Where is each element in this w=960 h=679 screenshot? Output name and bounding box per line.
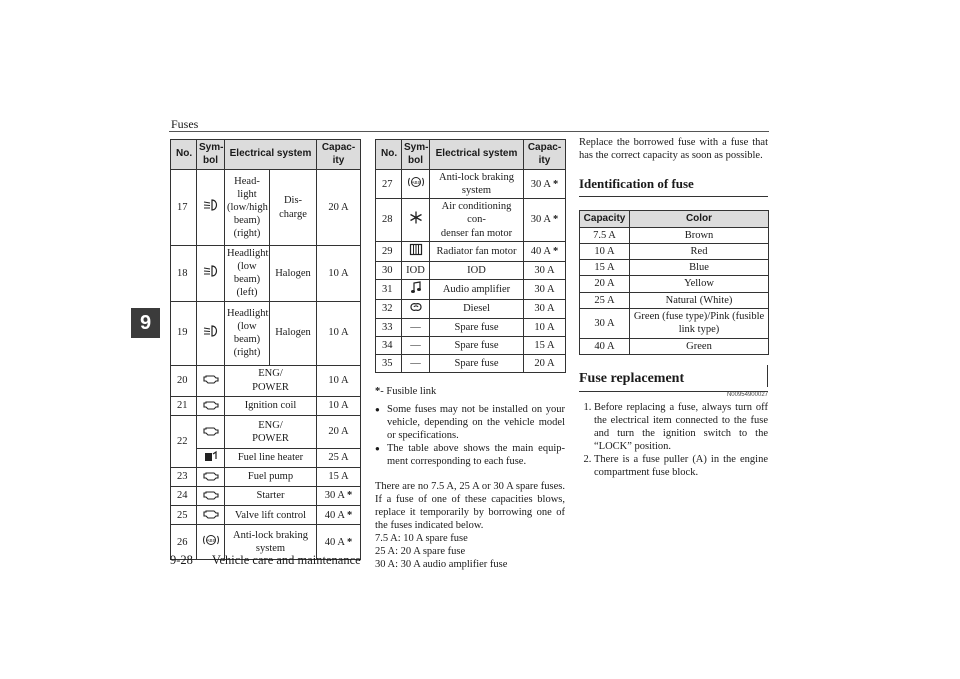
symbol-cell [402, 199, 430, 241]
fuse-table-left [170, 139, 361, 560]
capacity-cell [524, 170, 566, 199]
symbol-cell [197, 301, 225, 365]
system-type: Halogen [270, 301, 317, 365]
table-row [171, 301, 361, 365]
electrical-system: Radiator fan motor [430, 241, 524, 261]
table-row [376, 337, 566, 355]
radiator-icon [409, 243, 423, 260]
table-row [171, 396, 361, 415]
engine-icon [203, 424, 219, 440]
capacity-value: 20 A [534, 357, 555, 369]
music-note-icon [410, 281, 422, 298]
capacity-value: 30 A [534, 283, 555, 295]
capacity-value: 20 A [328, 426, 349, 438]
diesel-icon [408, 301, 424, 317]
fuse-number: 24 [171, 486, 197, 505]
table-row [376, 279, 566, 299]
symbol-cell [197, 246, 225, 302]
capacity-cell [524, 299, 566, 318]
capacity-value: 10 A [328, 374, 349, 386]
capacity-cell [524, 261, 566, 279]
table-row [171, 415, 361, 448]
spare-line: 7.5 A: 10 A spare fuse [375, 533, 468, 544]
fuse-number: 30 [376, 261, 402, 279]
col-no: No. [376, 140, 402, 170]
electrical-system: Valve lift control [225, 506, 317, 525]
system-type: Dis- charge [270, 170, 317, 246]
fusible-link-mark: * [346, 490, 353, 502]
capacity-value: 10 A [580, 244, 630, 260]
electrical-system: ENG/ POWER [225, 365, 317, 396]
capacity-value: 30 A [530, 214, 551, 226]
fusible-link-mark: * [346, 536, 353, 548]
fuse-replacement-title: Fuse replacement [579, 371, 768, 387]
engine-icon [203, 372, 219, 388]
electrical-system: Audio amplifier [430, 279, 524, 299]
snowflake-icon [409, 211, 423, 228]
capacity-value: 20 A [580, 276, 630, 292]
note-bullet: ● Some fuses may not be installed on your vehicle, depending on the vehicle model or specifications. [375, 403, 565, 442]
col-system: Electrical system [225, 140, 317, 170]
fuse-number: 22 [171, 415, 197, 467]
capacity-cell [317, 301, 361, 365]
fusible-link-mark: * [552, 245, 559, 257]
document-code: N00954900027 [726, 391, 768, 398]
capacity-cell [524, 241, 566, 261]
fuse-color: Green (fuse type)/Pink (fusible link type) [630, 308, 769, 338]
abs-icon [407, 176, 425, 192]
fuse-number: 33 [376, 319, 402, 337]
electrical-system: Anti-lock braking system [225, 525, 317, 560]
headlight-icon [203, 325, 219, 341]
capacity-cell [317, 396, 361, 415]
symbol-cell [402, 241, 430, 261]
symbol-cell [197, 396, 225, 415]
chapter-tab[interactable]: 9 [131, 308, 160, 338]
electrical-system: Fuel pump [225, 467, 317, 486]
fuse-color: Brown [630, 228, 769, 244]
symbol-cell [402, 337, 430, 355]
electrical-system: Fuel line heater [225, 448, 317, 467]
capacity-cell [317, 467, 361, 486]
symbol-cell [402, 279, 430, 299]
capacity-value: 25 A [328, 452, 349, 464]
capacity-value: 20 A [328, 201, 349, 213]
symbol-text: — [410, 357, 421, 369]
symbol-cell [402, 355, 430, 373]
fuse-number: 20 [171, 365, 197, 396]
capacity-value: 30 A [324, 490, 345, 502]
capacity-value: 10 A [328, 327, 349, 339]
col-capacity: Capac- ity [524, 140, 566, 170]
section-rule [579, 196, 768, 197]
symbol-cell [197, 506, 225, 525]
capacity-value: 10 A [328, 267, 349, 279]
capacity-value: 10 A [534, 321, 555, 333]
note-bullet: ● The table above shows the main equip-ment corresponding to each fuse. [375, 442, 565, 468]
capacity-value: 40 A [530, 245, 551, 257]
fuse-table-left-wrap [170, 139, 361, 560]
spare-line: 30 A: 30 A audio amplifier fuse [375, 559, 508, 570]
capacity-cell [524, 337, 566, 355]
symbol-cell [197, 415, 225, 448]
col-symbol: Sym- bol [402, 140, 430, 170]
step: 1. Before replacing a fuse, always turn off the electrical item connected to the fuse and turn the ignition switch to the “LOCK” position. [594, 401, 768, 453]
table-row [171, 448, 361, 467]
fuse-number: 35 [376, 355, 402, 373]
table-row [580, 292, 769, 308]
engine-icon [203, 488, 219, 504]
symbol-text: IOD [406, 264, 425, 276]
table-row [171, 170, 361, 246]
capacity-value: 40 A [580, 338, 630, 354]
capacity-cell [524, 279, 566, 299]
fuse-number: 32 [376, 299, 402, 318]
col-symbol: Sym- bol [197, 140, 225, 170]
fuse-number: 17 [171, 170, 197, 246]
table-row [376, 199, 566, 241]
fuse-number: 26 [171, 525, 197, 560]
capacity-value: 15 A [534, 339, 555, 351]
table-row [376, 319, 566, 337]
electrical-system: Spare fuse [430, 337, 524, 355]
table-row [580, 228, 769, 244]
table-row [171, 467, 361, 486]
fuse-number: 19 [171, 301, 197, 365]
capacity-cell [317, 448, 361, 467]
fuse-color: Yellow [630, 276, 769, 292]
capacity-cell [317, 415, 361, 448]
fuse-color: Green [630, 338, 769, 354]
capacity-cell [524, 355, 566, 373]
page-footer [170, 553, 377, 568]
capacity-cell [317, 486, 361, 505]
capacity-cell [317, 170, 361, 246]
identification-title: Identification of fuse [579, 176, 694, 191]
fusible-link-mark: * [552, 214, 559, 226]
electrical-system: Headlight (low beam) (right) [225, 301, 270, 365]
fuse-color-table [579, 210, 769, 355]
symbol-cell [402, 170, 430, 199]
page-header-title: Fuses [171, 117, 199, 131]
col-capacity: Capac- ity [317, 140, 361, 170]
fuse-number: 29 [376, 241, 402, 261]
table-row [171, 506, 361, 525]
fuse-table-mid [375, 139, 566, 373]
capacity-cell [317, 506, 361, 525]
table-row [580, 244, 769, 260]
spare-line: 25 A: 20 A spare fuse [375, 546, 466, 557]
engine-icon [203, 398, 219, 414]
capacity-value: 25 A [580, 292, 630, 308]
fuse-number: 34 [376, 337, 402, 355]
capacity-cell [524, 199, 566, 241]
engine-icon [203, 469, 219, 485]
fuse-number: 25 [171, 506, 197, 525]
table-row [580, 276, 769, 292]
replace-intro: Replace the borrowed fuse with a fuse that has the correct capacity as soon as possible. [579, 137, 768, 161]
capacity-value: 30 A [580, 308, 630, 338]
capacity-cell [317, 365, 361, 396]
electrical-system: Headlight (low beam) (left) [225, 246, 270, 302]
fuse-color: Natural (White) [630, 292, 769, 308]
header-rule [169, 131, 769, 132]
capacity-value: 10 A [328, 400, 349, 411]
table-row [171, 365, 361, 396]
symbol-cell [197, 170, 225, 246]
electrical-system: Spare fuse [430, 355, 524, 373]
capacity-value: 30 A [530, 178, 551, 190]
symbol-text: — [410, 339, 421, 351]
replacement-steps [579, 401, 768, 479]
table-row [171, 486, 361, 505]
electrical-system: ENG/ POWER [225, 415, 317, 448]
headlight-icon [203, 265, 219, 281]
electrical-system: IOD [430, 261, 524, 279]
system-type: Halogen [270, 246, 317, 302]
fuse-table-mid-wrap [375, 139, 566, 571]
table-row [376, 355, 566, 373]
capacity-cell [317, 246, 361, 302]
fuse-number: 31 [376, 279, 402, 299]
right-column [579, 136, 768, 479]
capacity-value: 40 A [324, 536, 345, 548]
fuse-number: 18 [171, 246, 197, 302]
symbol-text: — [410, 321, 421, 333]
table-row [376, 261, 566, 279]
spare-fuse-paragraph: There are no 7.5 A, 25 A or 30 A spare fuses. If a fuse of one of these capacities blows, replace it temporarily by borrowing one of the fuses indicated below. [375, 481, 565, 531]
capacity-cell [524, 319, 566, 337]
table-row [376, 170, 566, 199]
fuse-color: Red [630, 244, 769, 260]
headlight-icon [203, 199, 219, 215]
footnote: *- Fusible link [375, 386, 437, 397]
electrical-system: Ignition coil [225, 396, 317, 415]
table-row [580, 308, 769, 338]
capacity-value: 15 A [580, 260, 630, 276]
fusible-link-mark: * [552, 178, 559, 190]
capacity-value: 40 A [324, 509, 345, 521]
table-row [376, 299, 566, 318]
electrical-system: Air conditioning con- denser fan motor [430, 199, 524, 241]
symbol-cell [197, 365, 225, 396]
fusible-link-mark: * [346, 509, 353, 521]
table-row [376, 241, 566, 261]
col-color: Color [630, 211, 769, 228]
symbol-cell [197, 448, 225, 467]
fuse-color: Blue [630, 260, 769, 276]
col-no: No. [171, 140, 197, 170]
capacity-value: 7.5 A [580, 228, 630, 244]
table-row [580, 338, 769, 354]
electrical-system: Starter [225, 486, 317, 505]
symbol-cell [197, 467, 225, 486]
step: 2. There is a fuse puller (A) in the engine compartment fuse block. [594, 453, 768, 479]
svg-text:ABS: ABS [205, 538, 216, 544]
section-name: Vehicle care and maintenance [211, 553, 361, 567]
fuse-number: 23 [171, 467, 197, 486]
middle-text [375, 385, 565, 571]
table-row [580, 260, 769, 276]
symbol-cell [402, 299, 430, 318]
electrical-system: Spare fuse [430, 319, 524, 337]
page-number: 9-28 [170, 553, 193, 567]
symbol-cell [402, 261, 430, 279]
svg-text:ABS: ABS [410, 180, 421, 186]
symbol-cell [197, 486, 225, 505]
abs-icon [202, 534, 220, 550]
fuel-line-heater-icon [203, 450, 219, 466]
engine-icon [203, 507, 219, 523]
electrical-system: Anti-lock braking system [430, 170, 524, 199]
symbol-cell [402, 319, 430, 337]
col-system: Electrical system [430, 140, 524, 170]
table-row [171, 246, 361, 302]
col-capacity: Capacity [580, 211, 630, 228]
capacity-value: 30 A [534, 264, 555, 276]
electrical-system: Head- light (low/high beam) (right) [225, 170, 270, 246]
capacity-value: 30 A [534, 303, 555, 315]
fuse-number: 28 [376, 199, 402, 241]
fuse-number: 27 [376, 170, 402, 199]
electrical-system: Diesel [430, 299, 524, 318]
fuse-number: 21 [171, 396, 197, 415]
capacity-value: 15 A [328, 471, 349, 483]
